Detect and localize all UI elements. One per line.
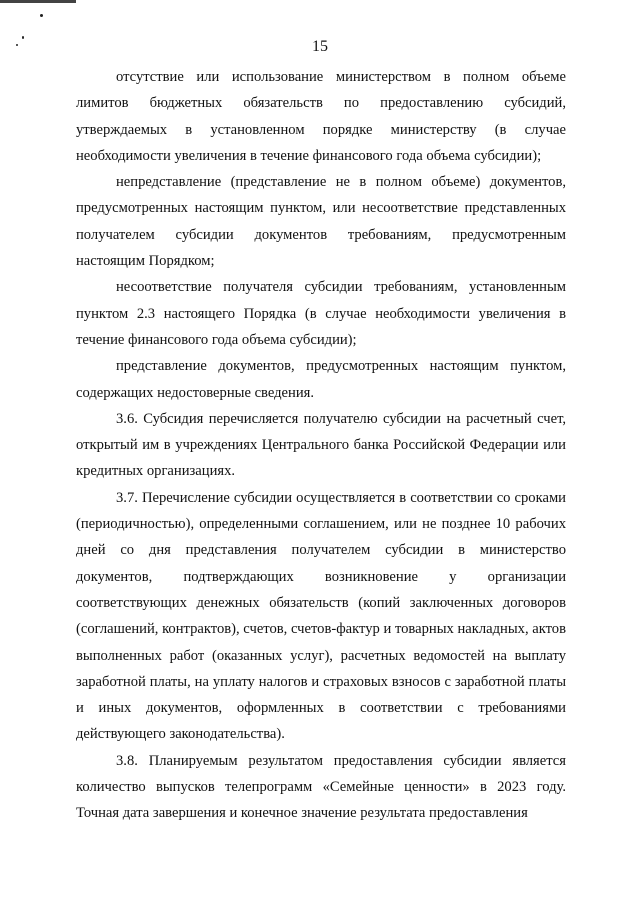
paragraph-3-7: 3.7. Перечисление субсидии осуществляется в соответствии со сроками (периодичностью), определенными соглашением, или не позднее 10 рабочих дней со дня представления получателем субсидии в министерство документов, подтверждающих возникновение у организации соответствующих денежных обязательств (копий заключенных договоров (соглашений, контрактов), счетов, счетов-фактур и товарных накладных, актов выполненных работ (оказанных услуг), расчетных ведомостей на выплату заработной платы, на уплату налогов и страховых взносов с заработной платы и иных документов, оформленных в соответствии с требованиями действующего законодательства). (76, 489, 566, 743)
paragraph-3-8: 3.8. Планируемым результатом предоставления субсидии является количество выпусков телепрограмм «Семейные ценности» в 2023 году. Точная дата завершения и конечное значение результата предоставления (76, 752, 566, 822)
scan-artifact-line (0, 0, 76, 3)
paragraph-limits: отсутствие или использование министерством в полном объеме лимитов бюджетных обязательств по предоставлению субсидий, утверждаемых в установленном порядке министерству (в случае необходимости увеличения в течение финансового года объема субсидии); (76, 69, 566, 164)
paragraph-false-information: представление документов, предусмотренных настоящим пунктом, содержащих недостоверные сведения. (76, 358, 566, 401)
paragraph-3-6: 3.6. Субсидия перечисляется получателю субсидии на расчетный счет, открытый им в учреждениях Центрального банка Российской Федерации или кредитных организациях. (76, 410, 566, 480)
document-body (76, 64, 566, 827)
paragraph-non-compliance: несоответствие получателя субсидии требованиям, установленным пунктом 2.3 настоящего Порядка (в случае необходимости увеличения в течение финансового года объема субсидии); (76, 279, 566, 348)
page-number: 15 (312, 38, 328, 55)
paragraph-non-submission: непредставление (представление не в полном объеме) документов, предусмотренных настоящим пунктом, или несоответствие представленных получателем субсидии документов требованиям, предусмотренным настоящим Порядком; (76, 174, 566, 270)
scan-artifact-speck (40, 14, 43, 17)
